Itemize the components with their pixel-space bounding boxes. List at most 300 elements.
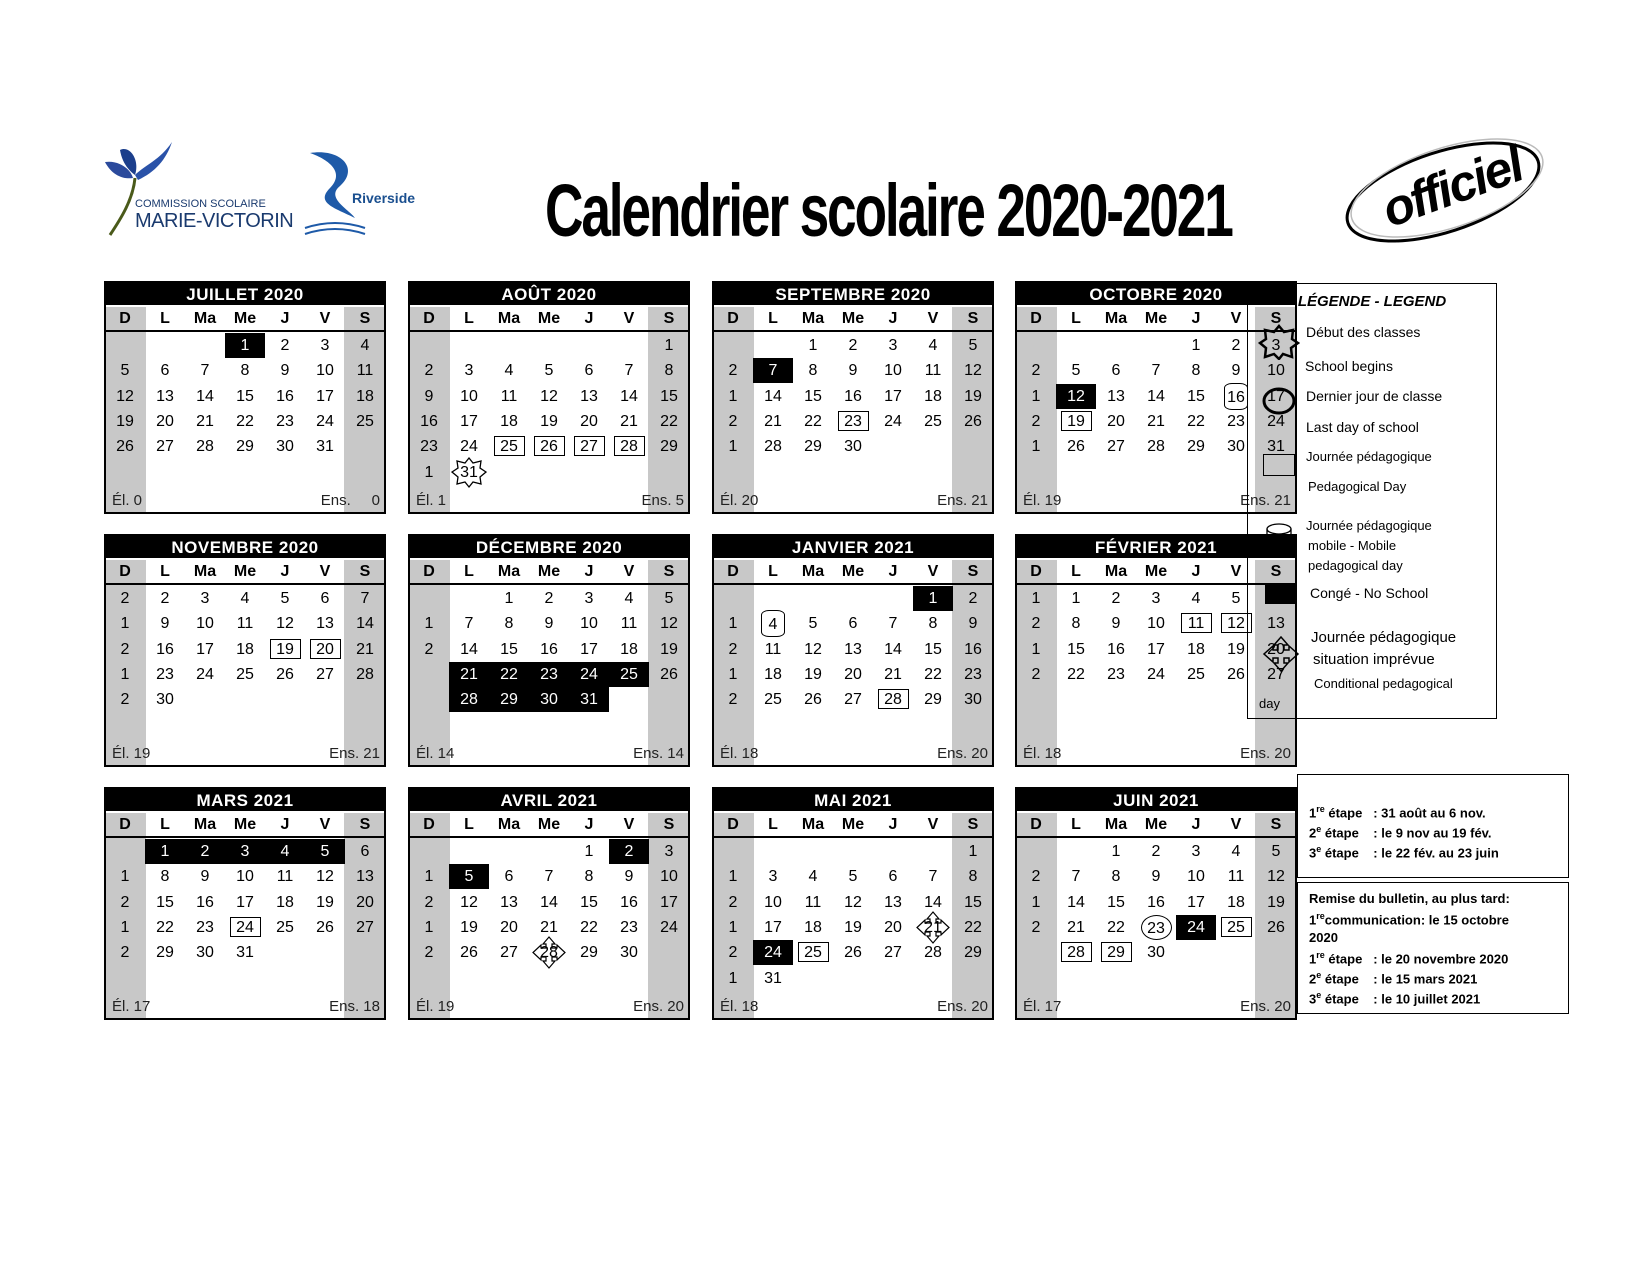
- calendar-day: [449, 460, 489, 485]
- day-number: 1: [240, 337, 250, 354]
- calendar-day: [1176, 915, 1216, 940]
- calendar-day: [793, 611, 833, 636]
- calendar-day: [953, 662, 993, 687]
- calendar-day: [833, 864, 873, 889]
- calendar-day: [305, 434, 345, 459]
- calendar-day: [225, 358, 265, 383]
- calendar-day: [649, 611, 689, 636]
- cycle-day-count: [1016, 358, 1056, 383]
- day-number: 2: [424, 640, 434, 658]
- day-number: 19: [844, 918, 862, 936]
- calendar-day: [873, 864, 913, 889]
- day-number: 27: [884, 944, 902, 962]
- calendar-day: [225, 333, 265, 358]
- calendar-day: [145, 890, 185, 915]
- day-number: 1: [120, 868, 130, 886]
- day-number: 14: [1147, 387, 1165, 405]
- calendar-day: [913, 358, 953, 383]
- weekday-label: Me: [1144, 816, 1168, 833]
- calendar-day: [529, 409, 569, 434]
- day-number: 1: [728, 438, 738, 456]
- day-number: 22: [804, 412, 822, 430]
- calendar-day: [529, 662, 569, 687]
- calendar-day: [185, 662, 225, 687]
- calendar-day: [305, 864, 345, 889]
- day-number: 23: [196, 918, 214, 936]
- calendar-day: [793, 637, 833, 662]
- day-number: 24: [764, 944, 782, 962]
- calendar-day: [569, 358, 609, 383]
- day-number: 3: [1271, 337, 1281, 354]
- day-number: 1: [120, 665, 130, 683]
- day-number: 13: [500, 893, 518, 911]
- eleve-day-count: Él. 0: [112, 492, 143, 509]
- day-number: 30: [844, 438, 862, 456]
- calendar-day: [873, 409, 913, 434]
- day-number: 8: [1071, 615, 1081, 633]
- calendar-day: [833, 940, 873, 965]
- calendar-day: [793, 384, 833, 409]
- legend-ped-fr: Journée pédagogique: [1306, 449, 1432, 464]
- calendar-day: [489, 864, 529, 889]
- calendar-day: [1136, 890, 1176, 915]
- calendar-day: [225, 890, 265, 915]
- day-number: 25: [494, 436, 525, 456]
- calendar-day: [953, 409, 993, 434]
- calendar-day: [953, 940, 993, 965]
- weekday-label: V: [927, 310, 939, 327]
- calendar-day: [873, 662, 913, 687]
- day-number: 9: [280, 362, 290, 380]
- month-title: OCTOBRE 2020: [1017, 283, 1295, 305]
- cycle-day-count: [713, 611, 753, 636]
- day-number: 27: [500, 944, 518, 962]
- day-number: 8: [504, 615, 514, 633]
- day-number: 18: [276, 893, 294, 911]
- calendar-day: [1096, 611, 1136, 636]
- day-number: 2: [728, 691, 738, 709]
- calendar-day: [345, 839, 385, 864]
- calendar-day: [1216, 839, 1256, 864]
- day-number: 1: [1031, 893, 1041, 911]
- day-number: 1: [584, 843, 594, 860]
- legend-debut-fr: Début des classes: [1306, 324, 1421, 340]
- day-number: 11: [804, 893, 822, 911]
- cycle-day-count: [713, 966, 753, 991]
- weekday-label: J: [888, 816, 898, 833]
- day-number: 5: [120, 362, 130, 380]
- cycle-day-count: [713, 358, 753, 383]
- legend-conge: Congé - No School: [1310, 585, 1429, 601]
- day-number: 12: [276, 615, 294, 633]
- day-number: 9: [624, 868, 634, 886]
- day-number: 7: [360, 590, 370, 607]
- day-number: 4: [1191, 590, 1201, 607]
- black-square-icon: [1265, 584, 1297, 604]
- calendar-day: [1136, 434, 1176, 459]
- day-number: 1: [1071, 590, 1081, 607]
- day-number: 17: [236, 893, 254, 911]
- day-number: 21: [924, 918, 942, 936]
- day-number: 2: [1031, 868, 1041, 886]
- weekday-header: [106, 307, 384, 332]
- calendar-day: [753, 890, 793, 915]
- day-number: 12: [316, 868, 334, 886]
- day-number: 22: [236, 412, 254, 430]
- calendar-day: [793, 358, 833, 383]
- day-number: 25: [276, 918, 294, 936]
- calendar-day: [569, 839, 609, 864]
- calendar-day: [833, 890, 873, 915]
- cycle-day-count: [409, 940, 449, 965]
- day-number: 8: [808, 362, 818, 380]
- day-number: 31: [764, 969, 782, 987]
- day-number: 1: [728, 868, 738, 886]
- day-number: 2: [120, 590, 130, 607]
- day-number: 26: [660, 665, 678, 683]
- cycle-day-count: [105, 890, 145, 915]
- calendar-day: [1216, 890, 1256, 915]
- calendar-day: [569, 864, 609, 889]
- cycle-day-count: [105, 637, 145, 662]
- day-number: 12: [804, 640, 822, 658]
- calendar-day: [1176, 358, 1216, 383]
- day-number: 24: [196, 665, 214, 683]
- day-number: 9: [544, 615, 554, 633]
- day-number: 2: [848, 337, 858, 354]
- day-number: 2: [544, 590, 554, 607]
- day-number: 11: [236, 615, 254, 633]
- day-number: 26: [964, 412, 982, 430]
- day-number: 4: [280, 843, 290, 860]
- weekday-label: Ma: [801, 310, 825, 327]
- day-number: 8: [968, 868, 978, 886]
- weekday-label: J: [584, 563, 594, 580]
- day-number: 18: [804, 918, 822, 936]
- etape-1: 1re étape : 31 août au 6 nov.: [1309, 804, 1486, 821]
- weekday-label: V: [623, 816, 635, 833]
- calendar-day: [489, 915, 529, 940]
- eleve-day-count: Él. 17: [1023, 998, 1062, 1015]
- day-number: 1: [968, 843, 978, 860]
- enseignant-day-count: Ens. 21: [1240, 492, 1291, 509]
- day-number: 17: [1147, 640, 1165, 658]
- day-number: 2: [200, 843, 210, 860]
- day-number: 29: [964, 944, 982, 962]
- eleve-day-count: Él. 19: [1023, 492, 1062, 509]
- month-calendar: [408, 787, 690, 1020]
- day-number: 3: [320, 337, 330, 354]
- day-number: 27: [574, 436, 605, 456]
- day-number: 1: [160, 843, 170, 860]
- day-number: 19: [804, 665, 822, 683]
- calendar-day: [265, 662, 305, 687]
- calendar-day: [953, 586, 993, 611]
- day-number: 8: [584, 868, 594, 886]
- day-number: 1: [1031, 387, 1041, 405]
- cycle-day-count: [1016, 611, 1056, 636]
- calendar-day: [913, 687, 953, 712]
- day-number: 31: [580, 691, 598, 709]
- month-title: FÉVRIER 2021: [1017, 536, 1295, 558]
- calendar-day: [609, 586, 649, 611]
- weekday-label: Me: [233, 816, 257, 833]
- weekday-label: Ma: [193, 563, 217, 580]
- month-title: MAI 2021: [714, 789, 992, 811]
- cycle-day-count: [1016, 409, 1056, 434]
- weekday-label: J: [1191, 310, 1201, 327]
- day-number: 23: [620, 918, 638, 936]
- day-number: 22: [1187, 412, 1205, 430]
- calendar-day: [449, 662, 489, 687]
- weekday-label: V: [623, 563, 635, 580]
- day-number: 12: [1267, 868, 1285, 886]
- weekday-label: S: [359, 563, 371, 580]
- calendar-day: [489, 384, 529, 409]
- calendar-day: [753, 662, 793, 687]
- calendar-day: [873, 611, 913, 636]
- eleve-day-count: Él. 18: [720, 998, 759, 1015]
- day-number: 19: [270, 639, 301, 659]
- weekday-label: D: [423, 310, 435, 327]
- month-footer: [1017, 996, 1295, 1018]
- calendar-day: [489, 358, 529, 383]
- weekday-label: Ma: [1104, 310, 1128, 327]
- calendar-day: [1136, 358, 1176, 383]
- eleve-day-count: Él. 20: [720, 492, 759, 509]
- day-number: 1: [1191, 337, 1201, 354]
- calendar-day: [793, 915, 833, 940]
- cycle-day-count: [105, 358, 145, 383]
- day-number: 27: [356, 918, 374, 936]
- day-number: 8: [928, 615, 938, 633]
- day-number: 10: [1187, 868, 1205, 886]
- day-number: 17: [764, 918, 782, 936]
- day-number: 16: [1224, 383, 1248, 410]
- day-number: 25: [764, 691, 782, 709]
- calendar-day: [649, 915, 689, 940]
- calendar-day: [609, 662, 649, 687]
- calendar-day: [345, 358, 385, 383]
- day-number: 22: [580, 918, 598, 936]
- day-number: 3: [240, 843, 250, 860]
- calendar-day: [449, 940, 489, 965]
- day-number: 15: [156, 893, 174, 911]
- calendar-day: [449, 384, 489, 409]
- weekday-label: Me: [537, 563, 561, 580]
- weekday-label: L: [160, 310, 170, 327]
- calendar-day: [265, 611, 305, 636]
- day-number: 10: [1147, 615, 1165, 633]
- day-number: 27: [156, 438, 174, 456]
- day-number: 5: [1071, 362, 1081, 380]
- day-number: 6: [848, 615, 858, 633]
- weekday-label: S: [663, 563, 675, 580]
- calendar-day: [185, 637, 225, 662]
- calendar-day: [569, 637, 609, 662]
- calendar-day: [225, 864, 265, 889]
- day-number: 13: [1267, 615, 1285, 633]
- day-number: 13: [1107, 387, 1125, 405]
- month-calendar: [408, 534, 690, 767]
- cycle-day-count: [713, 890, 753, 915]
- cycle-day-count: [105, 434, 145, 459]
- month-footer: [106, 996, 384, 1018]
- calendar-day: [449, 915, 489, 940]
- calendar-day: [145, 864, 185, 889]
- day-number: 23: [276, 412, 294, 430]
- weekday-label: J: [280, 563, 290, 580]
- weekday-label: Me: [537, 816, 561, 833]
- day-number: 21: [764, 412, 782, 430]
- weekday-header: [410, 307, 688, 332]
- calendar-day: [569, 434, 609, 459]
- calendar-day: [1136, 409, 1176, 434]
- calendar-day: [145, 940, 185, 965]
- calendar-day: [953, 687, 993, 712]
- weekday-label: S: [1270, 816, 1282, 833]
- eleve-day-count: Él. 18: [720, 745, 759, 762]
- day-number: 21: [1147, 412, 1165, 430]
- calendar-day: [873, 384, 913, 409]
- calendar-day: [1256, 890, 1296, 915]
- day-number: 21: [460, 665, 478, 683]
- day-number: 2: [728, 412, 738, 430]
- enseignant-day-count: Ens. 20: [1240, 998, 1291, 1015]
- day-number: 1: [728, 918, 738, 936]
- calendar-day: [609, 637, 649, 662]
- calendar-day: [913, 940, 953, 965]
- calendar-day: [569, 915, 609, 940]
- day-number: 2: [424, 362, 434, 380]
- month-footer: [410, 996, 688, 1018]
- calendar-day: [753, 966, 793, 991]
- day-number: 30: [276, 438, 294, 456]
- logo-line-2: MARIE-VICTORIN: [135, 210, 294, 232]
- calendar-day: [265, 637, 305, 662]
- calendar-day: [1136, 586, 1176, 611]
- calendar-day: [265, 586, 305, 611]
- calendar-day: [1216, 864, 1256, 889]
- calendar-day: [529, 384, 569, 409]
- weekday-label: Ma: [801, 563, 825, 580]
- day-number: 24: [884, 412, 902, 430]
- day-number: 22: [1107, 918, 1125, 936]
- day-number: 14: [356, 615, 374, 633]
- weekday-label: J: [888, 310, 898, 327]
- weekday-label: S: [663, 816, 675, 833]
- remise-comm: 1recommunication: le 15 octobre: [1309, 911, 1509, 928]
- etape-3: 3e étape : le 22 fév. au 23 juin: [1309, 844, 1499, 861]
- day-number: 1: [1031, 438, 1041, 456]
- day-number: 10: [764, 893, 782, 911]
- month-calendar: [408, 281, 690, 514]
- weekday-label: S: [663, 310, 675, 327]
- calendar-day: [1136, 662, 1176, 687]
- day-number: 6: [320, 590, 330, 607]
- calendar-day: [873, 358, 913, 383]
- day-number: 8: [160, 868, 170, 886]
- calendar-day: [145, 434, 185, 459]
- calendar-day: [345, 611, 385, 636]
- calendar-day: [1096, 662, 1136, 687]
- weekday-label: S: [967, 310, 979, 327]
- calendar-day: [649, 384, 689, 409]
- day-number: 12: [660, 615, 678, 633]
- day-number: 9: [1231, 362, 1241, 380]
- day-number: 17: [196, 640, 214, 658]
- day-number: 5: [1231, 590, 1241, 607]
- calendar-day: [225, 586, 265, 611]
- day-number: 22: [156, 918, 174, 936]
- day-number: 25: [924, 412, 942, 430]
- calendar-day: [1096, 940, 1136, 965]
- weekday-label: J: [280, 310, 290, 327]
- cycle-day-count: [1016, 662, 1056, 687]
- enseignant-day-count: Ens. 0: [320, 492, 380, 509]
- day-number: 31: [316, 438, 334, 456]
- enseignant-day-count: Ens. 14: [633, 745, 684, 762]
- day-number: 14: [924, 893, 942, 911]
- calendar-day: [609, 890, 649, 915]
- day-number: 15: [804, 387, 822, 405]
- calendar-day: [145, 839, 185, 864]
- eleve-day-count: Él. 18: [1023, 745, 1062, 762]
- day-number: 26: [316, 918, 334, 936]
- day-number: 19: [1227, 640, 1245, 658]
- day-number: 2: [280, 337, 290, 354]
- day-number: 3: [200, 590, 210, 607]
- legend-cond-3: Conditional pedagogical: [1314, 676, 1453, 691]
- day-number: 2: [624, 843, 634, 860]
- day-number: 11: [620, 615, 638, 633]
- day-number: 29: [1101, 942, 1132, 962]
- calendar-day: [913, 611, 953, 636]
- calendar-day: [145, 586, 185, 611]
- calendar-day: [345, 662, 385, 687]
- day-number: 26: [1267, 918, 1285, 936]
- calendar-day: [185, 434, 225, 459]
- day-number: 3: [1151, 590, 1161, 607]
- day-number: 24: [580, 665, 598, 683]
- day-number: 1: [728, 665, 738, 683]
- month-calendar: [104, 534, 386, 767]
- calendar-day: [953, 839, 993, 864]
- calendar-day: [649, 662, 689, 687]
- day-number: 3: [584, 590, 594, 607]
- day-number: 2: [424, 893, 434, 911]
- day-number: 14: [196, 387, 214, 405]
- calendar-day: [185, 409, 225, 434]
- calendar-day: [1096, 434, 1136, 459]
- day-number: 31: [236, 944, 254, 962]
- calendar-day: [489, 687, 529, 712]
- day-number: 5: [464, 868, 474, 886]
- day-number: 10: [196, 615, 214, 633]
- calendar-day: [1096, 358, 1136, 383]
- calendar-day: [305, 611, 345, 636]
- month-footer: [410, 743, 688, 765]
- calendar-day: [793, 864, 833, 889]
- calendar-day: [529, 890, 569, 915]
- day-number: 23: [964, 665, 982, 683]
- day-number: 15: [1107, 893, 1125, 911]
- calendar-day: [345, 637, 385, 662]
- calendar-day: [225, 940, 265, 965]
- enseignant-day-count: Ens. 20: [937, 745, 988, 762]
- calendar-day: [305, 409, 345, 434]
- weekday-label: Me: [841, 816, 865, 833]
